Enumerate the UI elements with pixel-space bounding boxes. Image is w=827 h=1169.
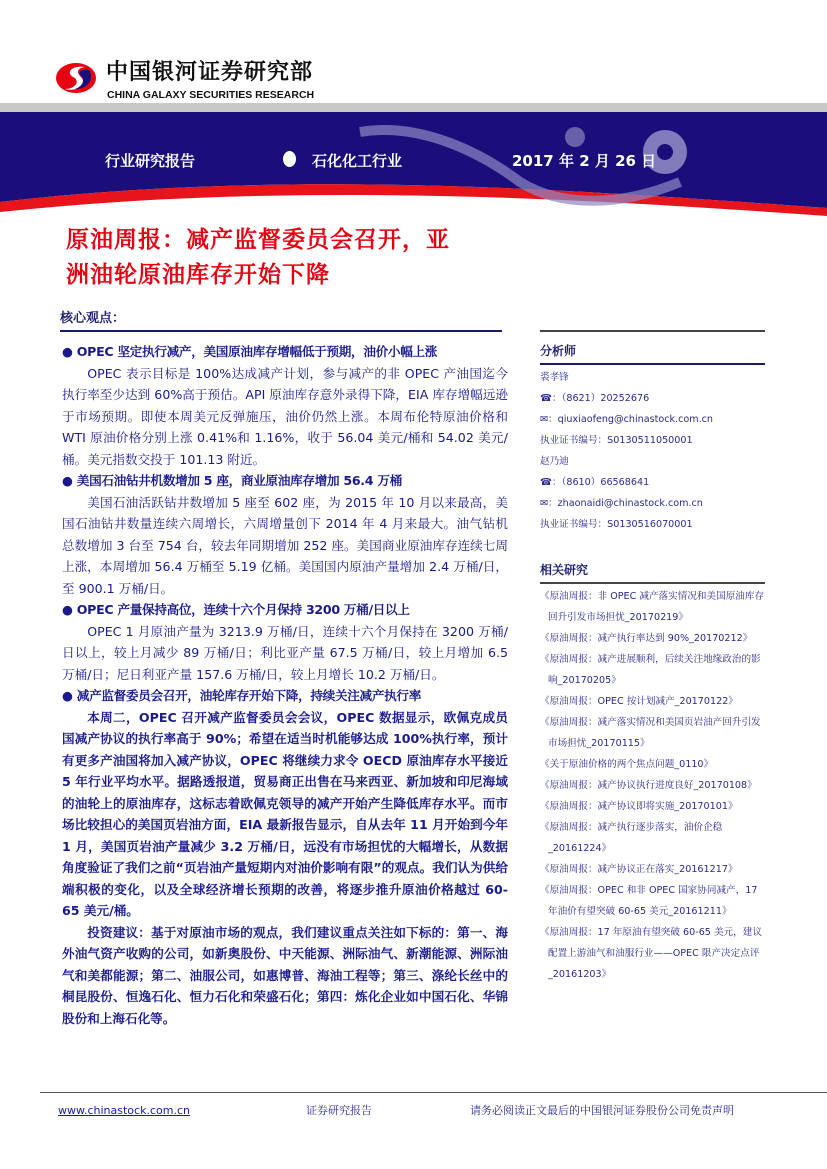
analyst-phone: ：（8621）20252676 — [551, 393, 650, 404]
brand-en: CHINA GALAXY SECURITIES RESEARCH — [107, 89, 315, 101]
bullet-icon — [283, 151, 296, 167]
report-title-line2: 洲油轮原油库存开始下降 — [66, 262, 330, 288]
analyst-cert: 执业证书编号：S0130511050001 — [540, 435, 693, 446]
related-item[interactable]: 《原油周报：OPEC 按计划减产_20170122》 — [540, 696, 738, 707]
phone-icon: ☎ — [540, 393, 552, 404]
section-body: OPEC 1 月原油产量为 3213.9 万桶/日，连续十六个月保持在 3200 万桶/日以上，较上月减少 89 万桶/日；利比亚产量 67.5 万桶/日，较上月增加 6.5 万桶/日；尼日利亚产量 157.6 万桶/日，较上月增长 10.2 万桶/日。 — [62, 623, 508, 682]
analysts-label: 分析师 — [540, 344, 577, 358]
core-views — [62, 341, 508, 1029]
section-body: OPEC 表示目标是 100%达成减产计划，参与减产的非 OPEC 产油国迄今执行率至少达到 60%高于预估。API 原油库存意外录得下降，EIA 库存增幅远逊于市场预期。即使本周美元反弹施压，油价仍然上涨。本周布伦特原油价格和 WTI 原油价格分别上涨 0.41%和 1.16%，收于 56.04 美元/桶和 54.02 美元/桶。美元指数交投于 101.13 附近。 — [62, 365, 508, 467]
website-link[interactable]: www.chinastock.com.cn — [58, 1104, 190, 1117]
section-body: 本周二，OPEC 召开减产监督委员会会议，OPEC 数据显示，欧佩克成员国减产协议的执行率高于 90%；希望在适当时机能够达成 100%执行率，预计有更多产油国将加入减产协议，OPEC 将继续力求令 OECD 原油库存水平接近 5 年行业平均水平。据路透报道，贸易商正出售在马来西亚、新加坡和印尼海域的油轮上的原油库存，这标志着欧佩克领导的减产开始产生降低库存水平。而市场比较担心的美国页岩油方面，EIA 最新报告显示，自从去年 11 月开始到今年 1 月，美国页岩油产量减少 3.2 万桶/日，远没有市场担忧的大幅增长，从数据角度验证了我们之前“页岩油产量短期内对油价影响有限”的观点。我们认为供给端积极的变化，以及全球经济增长预期的改善，将逐步推升原油价格越过 60-65 美元/桶。 — [62, 709, 508, 918]
footer-center: 证券研究报告 — [306, 1104, 372, 1117]
related-label: 相关研究 — [540, 563, 589, 577]
related-item[interactable]: 《原油周报：减产协议即将实施_20170101》 — [540, 801, 738, 812]
analyst-email[interactable]: ：qiuxiaofeng@chinastock.com.cn — [548, 414, 713, 425]
galaxy-logo — [55, 62, 97, 94]
section-heading: ● OPEC 产量保持高位，连续十六个月保持 3200 万桶/日以上 — [62, 602, 410, 617]
footer-divider — [40, 1092, 827, 1093]
analyst-name: 裘孝锋 — [540, 372, 569, 383]
section-body: 美国石油活跃钻井数增加 5 座至 602 座，为 2015 年 10 月以来最高，美国石油钻井数量连续六周增长，六周增量创下 2014 年 4 月来最大。油气钻机总数增加 3 台至 754 台，较去年同期增加 252 座。美国商业原油库存连续七周上涨，本周增加 56.4 万桶至 5.19 亿桶。美国国内原油产量增加 2.4 万桶/日，至 900.1 万桶/日。 — [62, 494, 508, 596]
related-item[interactable]: 《原油周报：减产执行逐步落实，油价企稳_20161224》 — [540, 822, 723, 854]
section-heading: ● 减产监督委员会召开，油轮库存开始下降，持续关注减产执行率 — [62, 688, 422, 703]
analyst-name: 赵乃迪 — [540, 456, 569, 467]
divider — [540, 330, 765, 332]
analyst-cert: 执业证书编号：S0130516070001 — [540, 519, 693, 530]
email-icon: ✉ — [540, 414, 549, 425]
investment-advice: 投资建议：基于对原油市场的观点，我们建议重点关注如下标的：第一、海外油气资产收购的公司，如新奥股份、中天能源、洲际油气、新潮能源、洲际油气和美都能源；第二、油服公司，如惠博普、海油工程等；第三、涤纶长丝中的桐昆股份、恒逸石化、恒力石化和荣盛石化；第四：炼化企业如中国石化、华锦股份和上海石化等。 — [62, 924, 508, 1026]
related-item[interactable]: 《原油周报：减产协议执行进度良好_20170108》 — [540, 780, 757, 791]
section-heading: ● 美国石油钻井机数增加 5 座，商业原油库存增加 56.4 万桶 — [62, 473, 402, 488]
analyst-phone: ：（8610）66568641 — [551, 477, 650, 488]
analysts-panel — [540, 341, 765, 535]
divider — [540, 582, 765, 584]
related-item[interactable]: 《原油周报：减产协议正在落实_20161217》 — [540, 864, 738, 875]
related-item[interactable]: 《关于原油价格的两个焦点问题_0110》 — [540, 759, 714, 770]
related-item[interactable]: 《原油周报：减产落实情况和美国页岩油产回升引发市场担忧_20170115》 — [540, 717, 761, 749]
related-item[interactable]: 《原油周报：17 年原油有望突破 60-65 美元，建议配置上游油气和油服行业——OPEC 限产决定点评_20161203》 — [540, 927, 762, 980]
brand-cn: 中国银河证券研究部 — [106, 60, 314, 85]
section-heading: ● OPEC 坚定执行减产，美国原油库存增幅低于预期，油价小幅上涨 — [62, 344, 438, 359]
divider — [540, 363, 765, 365]
phone-icon: ☎ — [540, 477, 552, 488]
report-type: 行业研究报告 — [105, 152, 196, 170]
core-views-label: 核心观点： — [60, 311, 126, 326]
analyst-email[interactable]: ：zhaonaidi@chinastock.com.cn — [548, 498, 703, 509]
related-item[interactable]: 《原油周报：减产进展顺利，后续关注地缘政治的影响_20170205》 — [540, 654, 761, 686]
report-title-line1: 原油周报：减产监督委员会召开，亚 — [66, 227, 450, 253]
related-item[interactable]: 《原油周报：非 OPEC 减产落实情况和美国原油库存回升引发市场担忧_20170219》 — [540, 591, 765, 623]
footer-disclaimer: 请务必阅读正文最后的中国银河证券股份公司免责声明 — [470, 1104, 734, 1117]
report-date: 2017 年 2 月 26 日 — [512, 152, 657, 170]
related-research-panel — [540, 560, 765, 985]
header-gray-band — [0, 103, 827, 112]
email-icon: ✉ — [540, 498, 549, 509]
related-item[interactable]: 《原油周报：OPEC 和非 OPEC 国家协同减产，17 年油价有望突破 60-65 美元_20161211》 — [540, 885, 758, 917]
industry: 石化化工行业 — [312, 152, 403, 170]
related-item[interactable]: 《原油周报：减产执行率达到 90%_20170212》 — [540, 633, 753, 644]
divider — [60, 330, 502, 332]
